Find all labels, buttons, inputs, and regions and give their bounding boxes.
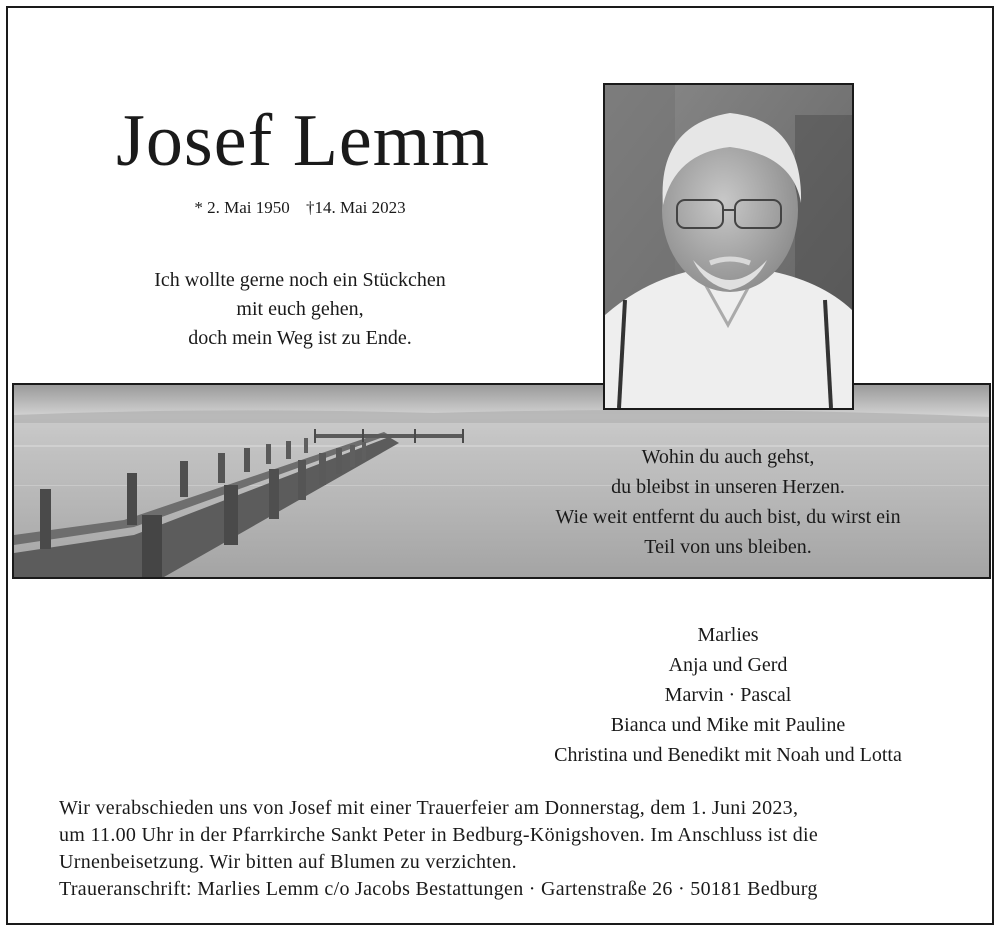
birth-date: * 2. Mai 1950 (194, 198, 290, 217)
mourning-address: Traueranschrift: Marlies Lemm c/o Jacobs Bestattungen · Gartenstraße 26 · 50181 Bedburg (59, 878, 818, 900)
mourners-list (505, 620, 951, 770)
mourner-line: Marlies (697, 624, 759, 646)
mourner-line: Anja und Gerd (668, 654, 788, 676)
poem-line: Teil von uns bleiben. (644, 536, 812, 558)
death-date: †14. Mai 2023 (306, 198, 406, 217)
top-poem (90, 266, 510, 353)
poem-line: Ich wollte gerne noch ein Stückchen (154, 269, 446, 291)
deceased-name: Josef Lemm (116, 100, 490, 182)
mourner-line: Christina und Benedikt mit Noah und Lotta (554, 744, 902, 766)
mourner-line: Bianca und Mike mit Pauline (610, 714, 846, 736)
poem-line: du bleibst in unseren Herzen. (611, 476, 845, 498)
poem-line: Wie weit entfernt du auch bist, du wirst ein (555, 506, 901, 528)
portrait-illustration (605, 85, 852, 408)
poem-line: mit euch gehen, (236, 298, 364, 320)
life-dates (150, 198, 450, 218)
portrait-photo (603, 83, 854, 410)
notice-line: Wir verabschieden uns von Josef mit einer Trauerfeier am Donnerstag, dem 1. Juni 2023, (59, 797, 799, 819)
notice-line: um 11.00 Uhr in der Pfarrkirche Sankt Peter in Bedburg-Königshoven. Im Anschluss ist die (59, 824, 819, 846)
band-poem (505, 442, 951, 562)
poem-line: doch mein Weg ist zu Ende. (188, 327, 412, 349)
funeral-notice (59, 795, 959, 903)
notice-line: Urnenbeisetzung. Wir bitten auf Blumen zu verzichten. (59, 851, 517, 873)
mourner-line: Marvin · Pascal (664, 684, 792, 706)
poem-line: Wohin du auch gehst, (641, 446, 815, 468)
